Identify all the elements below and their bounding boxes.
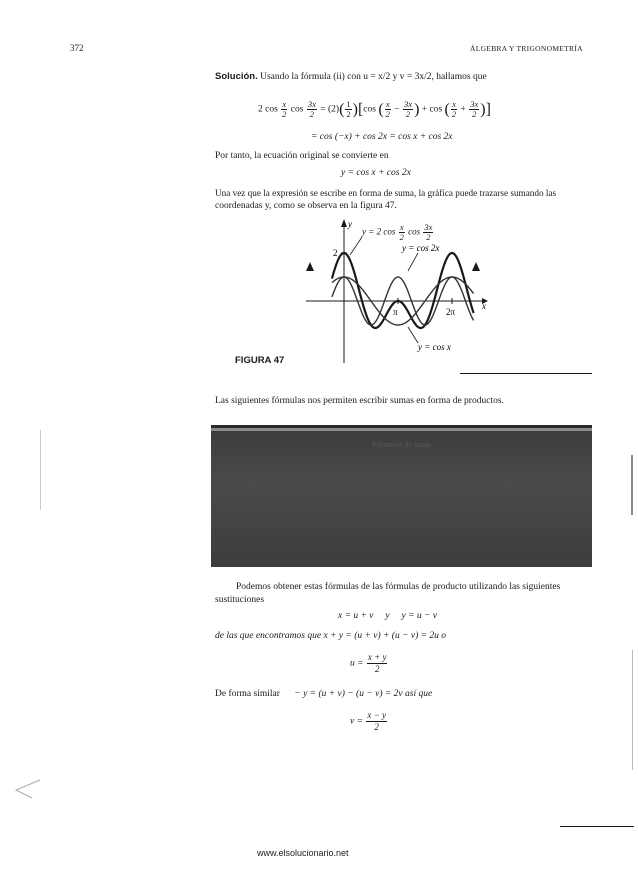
paragraph-6-label: De forma similar	[215, 689, 280, 699]
equation-y: y = cos x + cos 2x	[341, 168, 411, 178]
paragraph-6	[215, 688, 432, 701]
scan-artifact-right-1	[631, 455, 633, 515]
figure-caption: FIGURA 47	[235, 355, 285, 366]
label-cosx: y = cos x	[418, 342, 451, 352]
y-axis-arrow	[341, 219, 347, 227]
paragraph-2-line-1: Una vez que la expresión se escribe en forma de suma, la gráfica puede trazarse sumando las	[215, 188, 557, 198]
running-title: ÁLGEBRA Y TRIGONOMETRÍA	[470, 44, 583, 53]
sum-formulas-box	[211, 425, 592, 567]
leader-cosx	[408, 327, 418, 343]
v-lhs: v =	[350, 716, 364, 727]
figure-rule	[460, 373, 592, 374]
page-number: 372	[70, 43, 84, 53]
paragraph-4-line-2: sustituciones	[215, 595, 265, 605]
tick-label-2pi: 2π	[446, 307, 456, 317]
equation-v	[350, 710, 388, 733]
paragraph-5: de las que encontramos que x + y = (u + v) + (u − v) = 2u o	[215, 631, 447, 641]
scan-artifact-corner	[12, 778, 42, 800]
label-sum-curve: y = 2 cos $\frac{x}{2}$ cos $\frac{3x}{2}$	[362, 222, 433, 242]
scan-artifact-right-2	[632, 650, 633, 770]
paragraph-1: Por tanto, la ecuación original se convierte en	[215, 151, 389, 161]
curve-arrow-left	[306, 262, 314, 271]
solution-intro	[215, 70, 487, 84]
tick-label-pi: π	[393, 307, 398, 317]
solution-label: Solución.	[215, 71, 258, 82]
label-cos2x: y = cos 2x	[402, 243, 440, 253]
substitutions: x = u + v y y = u − v	[338, 611, 437, 621]
leader-cos2x	[408, 253, 418, 271]
footer-url[interactable]: www.elsolucionario.net	[257, 848, 349, 858]
curve-arrow-right	[472, 262, 480, 271]
equation-u	[350, 652, 388, 675]
scan-artifact-left	[40, 430, 41, 510]
box-faint-title: Fórmulas de suma	[372, 440, 431, 449]
bottom-rule	[560, 826, 634, 827]
v-numerator: x − y	[367, 710, 386, 720]
box-top-strip	[211, 428, 592, 431]
paragraph-4-line-1: Podemos obtener estas fórmulas de las fórmulas de producto utilizando las siguientes	[236, 582, 561, 592]
paragraph-6-equation: − y = (u + v) − (u − v) = 2v así que	[294, 689, 433, 699]
paragraph-2-line-2: coordenadas y, como se observa en la figura 47.	[215, 201, 397, 211]
solution-intro-text: Usando la fórmula (ii) con u = x/2 y v = 3x/2, hallamos que	[260, 72, 487, 82]
u-lhs: u =	[350, 658, 364, 669]
u-numerator: x + y	[367, 652, 387, 662]
v-denominator: 2	[374, 722, 379, 732]
equation-line-2: = cos (−x) + cos 2x = cos x + cos 2x	[311, 132, 453, 142]
axis-x-label: x	[482, 301, 486, 311]
equation-line-1: 2 cos $\frac{x}{2}$ cos $\frac{3x}{2}$ = (2)( $\frac{1}{2}$ )[cos ( $\frac{x}{2}$ − $\frac{3x}{2}$ ) + cos ( $\frac{x}{2}$ + $\frac{3x}{2}$ )]	[258, 99, 491, 119]
paragraph-3: Las siguientes fórmulas nos permiten escribir sumas en forma de productos.	[215, 396, 504, 406]
axis-y-label: y	[348, 219, 352, 229]
leader-sum	[350, 237, 362, 255]
u-denominator: 2	[374, 664, 380, 674]
tick-label-2: 2	[333, 248, 338, 258]
